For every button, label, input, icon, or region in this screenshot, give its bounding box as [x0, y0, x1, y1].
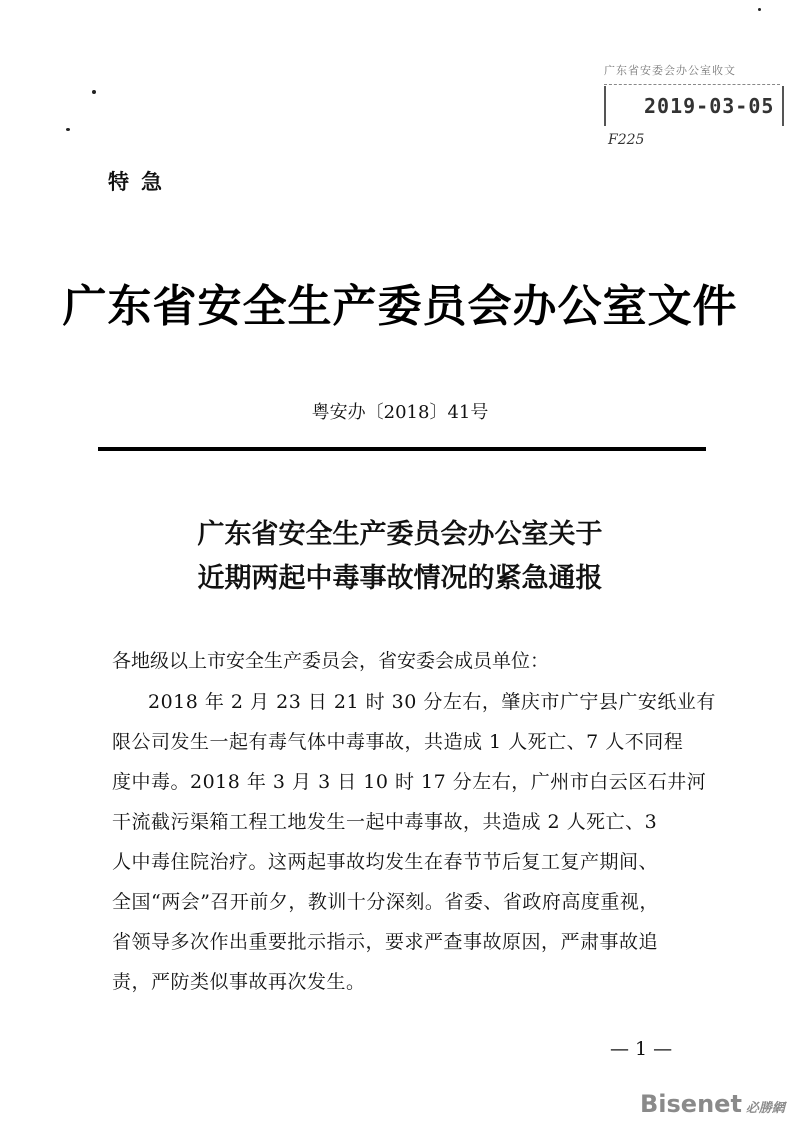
body-line: 度中毒。2018 年 3 月 3 日 10 时 17 分左右，广州市白云区石井河 [112, 771, 707, 793]
body-line: 2018 年 2 月 23 日 21 时 30 分左右，肇庆市广宁县广安纸业有 [148, 691, 716, 713]
stamp-date: 2019-03-05 [644, 94, 775, 118]
salutation: 各地级以上市安全生产委员会，省安委会成员单位： [112, 650, 550, 672]
document-number: 粤安办〔2018〕41号 [311, 402, 489, 423]
body-line: 人中毒住院治疗。这两起事故均发生在春节节后复工复产期间、 [112, 851, 659, 873]
body-line: 责，严防类似事故再次发生。 [112, 971, 366, 993]
stamp-handwritten-number: F225 [608, 132, 645, 148]
body-line: 限公司发生一起有毒气体中毒事故，共造成 1 人死亡、7 人不同程 [112, 731, 684, 753]
scan-speck [758, 8, 761, 11]
site-watermark [640, 1090, 785, 1118]
title-line: 广东省安全生产委员会办公室关于 [197, 519, 603, 550]
body-line: 省领导多次作出重要批示指示，要求严查事故原因，严肃事故追 [112, 931, 659, 953]
document-title [0, 513, 800, 601]
document-header: 广东省安全生产委员会办公室文件 [62, 281, 738, 332]
scan-speck [66, 128, 70, 131]
body-line: 全国“两会”召开前夕，教训十分深刻。省委、省政府高度重视， [112, 891, 659, 913]
watermark-sub: 必勝網 [745, 1101, 785, 1116]
body-line: 干流截污渠箱工程工地发生一起中毒事故，共造成 2 人死亡、3 [112, 811, 658, 833]
urgency-label: 特急 [108, 170, 174, 194]
header-divider [98, 447, 706, 451]
receipt-stamp [604, 62, 780, 154]
page-number: — 1 — [610, 1038, 673, 1060]
body-paragraph [112, 682, 716, 1002]
scan-speck [92, 90, 96, 94]
stamp-header-text: 广东省安委会办公室收文 [604, 62, 780, 85]
title-line: 近期两起中毒事故情况的紧急通报 [197, 563, 603, 594]
watermark-brand: Bisenet [640, 1090, 742, 1118]
stamp-date-box [604, 86, 784, 126]
